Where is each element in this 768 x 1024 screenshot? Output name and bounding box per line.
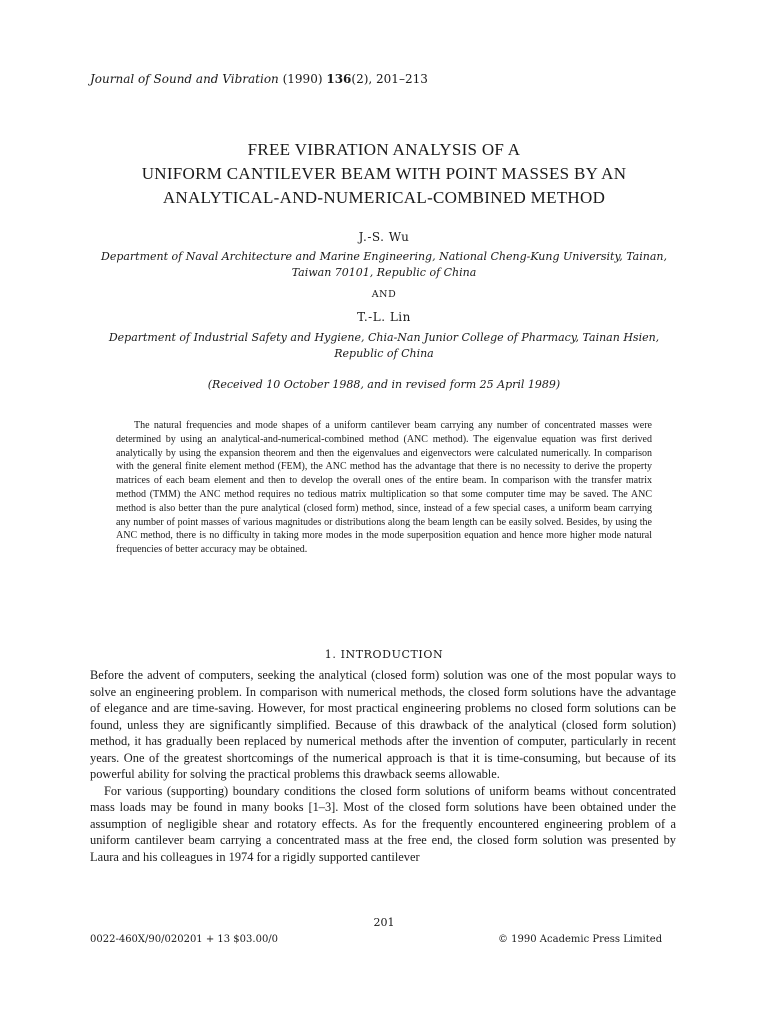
body-paragraph: For various (supporting) boundary conditions the closed form solutions of uniform beams without concentrated mass loads may be found in many books [1–3]. Most of the closed form solutions have been obtained under the assumption of negligible shear and rotatory effects. As for the frequently encountered engineering problem of a uniform cantilever beam carrying a concentrated mass at the free end, the closed form solution was presented by Laura and his colleagues in 1974 for a rigidly supported cantilever <box>90 783 676 864</box>
journal-citation <box>90 72 428 86</box>
author-1-affiliation-line-2: Taiwan 70101, Republic of China <box>291 266 477 279</box>
journal-name: Journal of Sound and Vibration <box>90 72 279 86</box>
page-number: 201 <box>373 916 395 929</box>
title-line-2: UNIFORM CANTILEVER BEAM WITH POINT MASSES BY AN <box>141 164 627 183</box>
journal-year: (1990) <box>282 72 323 86</box>
footer-copyright: © 1990 Academic Press Limited <box>498 934 663 945</box>
title-line-3: ANALYTICAL-AND-NUMERICAL-COMBINED METHOD <box>162 188 606 207</box>
author-1-affiliation-line-1: Department of Naval Architecture and Marine Engineering, National Cheng-Kung University, Tainan, <box>101 250 667 263</box>
author-2-affiliation-line-1: Department of Industrial Safety and Hygiene, Chia-Nan Junior College of Pharmacy, Tainan Hsien, <box>108 331 660 344</box>
author-1-name: J.-S. Wu <box>358 230 410 244</box>
paper-title <box>60 138 708 210</box>
abstract <box>116 419 652 557</box>
journal-issue-pages: (2), 201–213 <box>351 72 428 86</box>
title-line-1: FREE VIBRATION ANALYSIS OF A <box>247 140 521 159</box>
author-2-affiliation <box>86 330 682 362</box>
journal-volume: 136 <box>326 72 352 86</box>
author-1-affiliation <box>86 249 682 281</box>
author-2-name: T.-L. Lin <box>357 310 411 324</box>
body-paragraph: Before the advent of computers, seeking the analytical (closed form) solution was one of the most popular ways to solve an engineering problem. In comparison with numerical methods, the closed form solutions have the advantage of elegance and are time-saving. However, for most practical engineering problems no closed form solutions can be found, unless they are significantly simplified. Because of this drawback of the analytical (closed form solution) method, it has gradually been replaced by numerical methods after the invention of computer, particularly in recent years. One of the greatest shortcomings of the numerical approach is that it is time-consuming, but because of its powerful ability for solving the practical problems this drawback seems allowable. <box>90 668 676 781</box>
section-heading: 1. INTRODUCTION <box>324 648 444 661</box>
author-separator: AND <box>371 289 397 300</box>
body-text <box>90 667 676 865</box>
received-dates: (Received 10 October 1988, and in revised form 25 April 1989) <box>207 378 561 391</box>
abstract-text: The natural frequencies and mode shapes of a uniform cantilever beam carrying any number of concentrated masses were determined by using an analytical-and-numerical-combined method (ANC method). The eigenvalue equation was first derived analytically by using the expansion theorem and then the eigenvalues and eigenvectors were calculated numerically. In comparison with the general finite element method (FEM), the ANC method has the advantage that there is no necessity to derive the property matrices of each beam element and then to develop the overall ones of the entire beam. In comparison with the transfer matrix method (TMM) the ANC method requires no tedious matrix multiplication so that some computer time may be saved. The ANC method is also better than the pure analytical (closed form) method, since, instead of a few special cases, a uniform beam carrying any number of point masses of various magnitudes or distributions along the beam length can be easily solved. Besides, by using the ANC method, there is no difficulty in taking more modes in the mode superposition equation and hence more higher mode natural frequencies of better accuracy may be obtained. <box>116 420 652 556</box>
author-2-affiliation-line-2: Republic of China <box>334 347 434 360</box>
footer-code: 0022-460X/90/020201 + 13 $03.00/0 <box>90 934 279 945</box>
